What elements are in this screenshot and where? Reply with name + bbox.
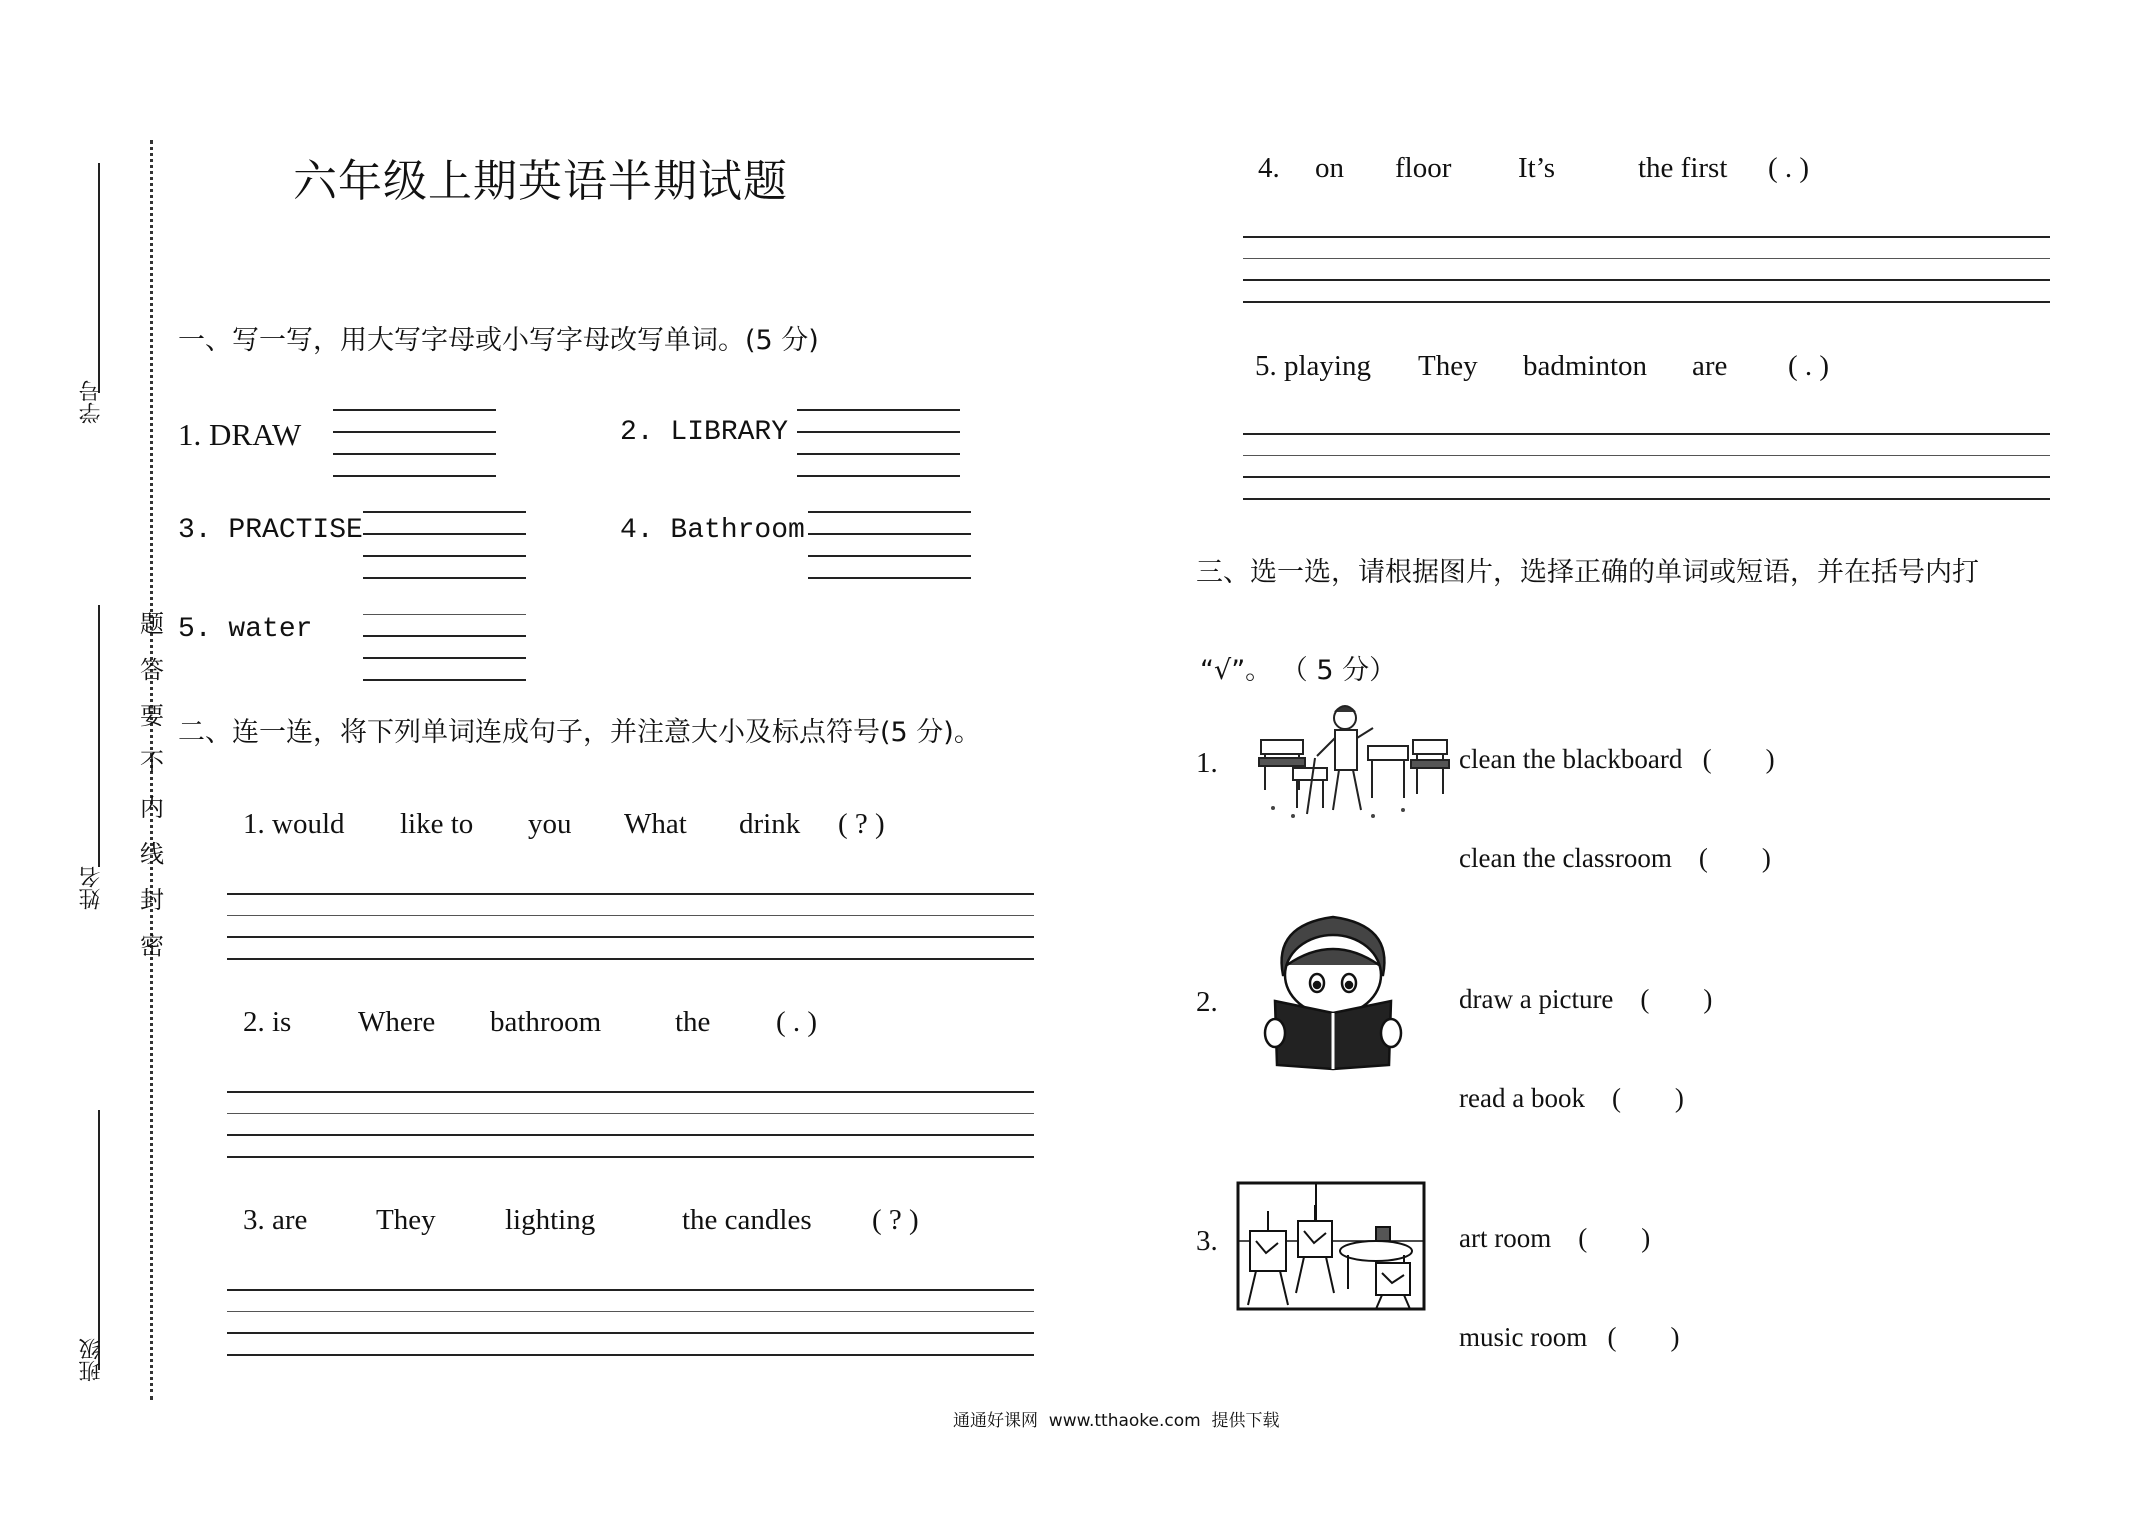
section2-heading: 二、连一连，将下列单词连成句子，并注意大小及标点符号(5 分)。 — [178, 717, 981, 748]
s3-item-1-option-2[interactable]: clean the classroom ( ) — [1459, 843, 1771, 873]
s2-word: you — [528, 808, 572, 840]
s3-item-2-option-1[interactable]: draw a picture ( ) — [1459, 984, 1713, 1014]
seal-char: 题 — [140, 610, 164, 638]
s3-item-2-num: 2. — [1196, 986, 1218, 1018]
s2-word: on — [1315, 152, 1344, 184]
s2-word: are — [1692, 350, 1728, 382]
s1-item-4: 4. Bathroom — [620, 515, 805, 546]
section3-heading: 三、选一选，请根据图片，选择正确的单词或短语，并在括号内打 — [1196, 557, 1979, 588]
s2-word: ( ? ) — [872, 1204, 919, 1236]
art-room-image — [1236, 1181, 1426, 1311]
s2-word: They — [1418, 350, 1478, 382]
s2-word: bathroom — [490, 1006, 602, 1038]
s2-word: 5. playing — [1255, 350, 1371, 382]
s2-word: drink — [739, 808, 801, 840]
s1-item-3: 3. PRACTISE — [178, 515, 363, 546]
s2-word: 4. — [1258, 152, 1280, 184]
s2-item-5-lines — [1243, 433, 2050, 520]
section1-heading: 一、写一写，用大写字母或小写字母改写单词。(5 分) — [178, 325, 819, 356]
s2-word: badminton — [1523, 350, 1648, 382]
s2-item-1-lines — [227, 893, 1034, 980]
s2-word: It’s — [1518, 152, 1556, 184]
seal-char: 密 — [140, 932, 164, 960]
s1-item-4-lines — [808, 511, 971, 599]
student-no-rule — [98, 163, 100, 393]
s2-word: What — [624, 808, 687, 840]
s1-item-1: 1. DRAW — [178, 417, 302, 452]
s2-item-3-lines — [227, 1289, 1034, 1376]
s2-item-2-lines — [227, 1091, 1034, 1178]
s2-word: floor — [1395, 152, 1452, 184]
seal-char: 线 — [140, 840, 164, 868]
s3-item-3-num: 3. — [1196, 1225, 1218, 1257]
s1-item-2-lines — [797, 409, 960, 497]
name-label: 姓名 — [79, 866, 104, 910]
seal-char: 答 — [140, 656, 164, 684]
student-no-label: 学号 — [79, 380, 104, 424]
s2-word: 1. would — [243, 808, 345, 840]
s3-item-3-option-1[interactable]: art room ( ) — [1459, 1223, 1651, 1253]
seal-warning — [140, 612, 164, 958]
s2-word: lighting — [505, 1204, 596, 1236]
s3-item-2-option-2[interactable]: read a book ( ) — [1459, 1083, 1684, 1113]
s3-item-1-option-1[interactable]: clean the blackboard ( ) — [1459, 744, 1775, 774]
class-rule — [98, 1110, 100, 1370]
page-title: 六年级上期英语半期试题 — [293, 156, 788, 207]
seal-char: 内 — [140, 794, 164, 822]
s1-item-5: 5. water — [178, 614, 313, 645]
seal-char: 不 — [140, 748, 164, 776]
s2-item-4-lines — [1243, 236, 2050, 323]
boy-reading-book-image — [1253, 905, 1423, 1075]
s2-word: 3. are — [243, 1204, 308, 1236]
s2-word: the first — [1638, 152, 1728, 184]
s1-item-2: 2. LIBRARY — [620, 417, 789, 448]
section3-heading-line2: “√”。 （ 5 分） — [1200, 655, 1397, 686]
s2-word: like to — [400, 808, 474, 840]
s2-word: ( . ) — [1768, 152, 1810, 184]
s2-word: the candles — [682, 1204, 812, 1236]
s2-word: ( ? ) — [838, 808, 885, 840]
s2-word: Where — [358, 1006, 436, 1038]
s2-word: ( . ) — [1788, 350, 1830, 382]
seal-char: 封 — [140, 886, 164, 914]
s3-item-3-option-2[interactable]: music room ( ) — [1459, 1322, 1680, 1352]
s1-item-1-lines — [333, 409, 496, 497]
s2-word: the — [675, 1006, 711, 1038]
classroom-cleaning-image — [1253, 698, 1453, 828]
name-rule — [98, 605, 100, 867]
footer-source: 通通好课网 www.tthaoke.com 提供下载 — [953, 1411, 1280, 1431]
s1-item-3-lines — [363, 511, 526, 599]
s3-item-1-num: 1. — [1196, 747, 1218, 779]
s2-word: ( . ) — [776, 1006, 818, 1038]
s2-word: They — [376, 1204, 436, 1236]
s1-item-5-lines — [363, 614, 526, 701]
s2-word: 2. is — [243, 1006, 292, 1038]
seal-char: 要 — [140, 702, 164, 730]
class-label: 班级 — [79, 1338, 104, 1382]
